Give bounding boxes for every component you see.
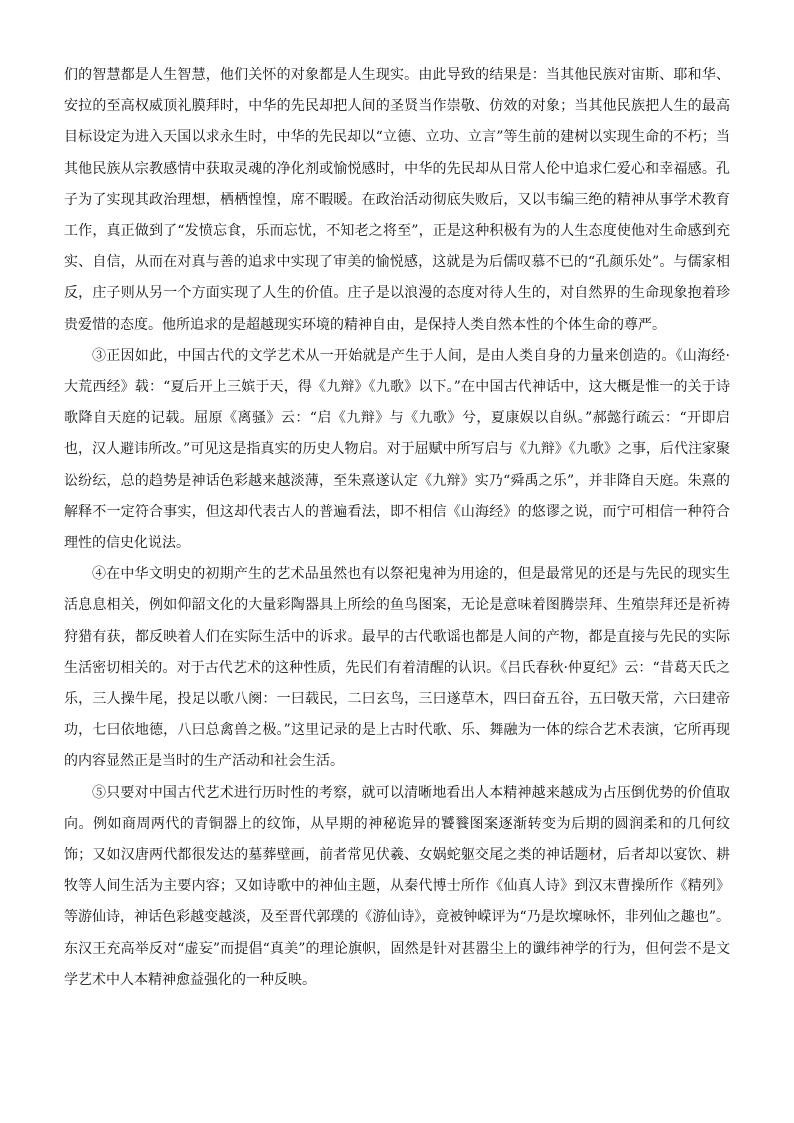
paragraph-3: ③正因如此，中国古代的文学艺术从一开始就是产生于人间，是由人类自身的力量来创造的。《山海经·大荒西经》载：“夏后开上三嫔于天，得《九辩》《九歌》以下。”在中国古代神话中，这大概是惟一的关于诗歌降自天庭的记载。屈原《离骚》云：“启《九辩》与《九歌》兮，夏康娱以自纵。”郝懿行疏云：“开即启也，汉人避讳所改。”可见这是指真实的历史人物启。对于屈赋中所写启与《九辩》《九歌》之事，后代注家聚讼纷纭，总的趋势是神话色彩越来越淡薄，至朱熹遂认定《九辩》实乃“舜禹之乐”，并非降自天庭。朱熹的解释不一定符合事实，但这却代表古人的普遍看法，即不相信《山海经》的悠谬之说，而宁可相信一种符合理性的信史化说法。 (64, 347, 730, 552)
paragraph-1: 们的智慧都是人生智慧，他们关怀的对象都是人生现实。由此导致的结果是：当其他民族对宙斯、耶和华、安拉的至高权威顶礼膜拜时，中华的先民却把人间的圣贤当作崇敬、仿效的对象；当其他民族把人生的最高目标设定为进入天国以求永生时，中华的先民却以“立德、立功、立言”等生前的建树以实现生命的不朽；当其他民族从宗教感情中获取灵魂的净化剂或愉悦感时，中华的先民却从日常人伦中追求仁爱心和幸福感。孔子为了实现其政治理想，栖栖惶惶，席不暇暖。在政治活动彻底失败后，又以韦编三绝的精神从事学术教育工作，真正做到了“发愤忘食，乐而忘忧，不知老之将至”，正是这种积极有为的人生态度使他对生命感到充实、自信，从而在对真与善的追求中实现了审美的愉悦感，这就是为后儒叹慕不已的“孔颜乐处”。与儒家相反，庄子则从另一个方面实现了人生的价值。庄子是以浪漫的态度对待人生的，对自然界的生命现象抱着珍贵爱惜的态度。他所追求的是超越现实环境的精神自由，是保持人类自然本性的个体生命的尊严。 (64, 67, 730, 333)
paragraph-5: ⑤只要对中国古代艺术进行历时性的考察，就可以清晰地看出人本精神越来越成为占压倒优势的价值取向。例如商周两代的青铜器上的纹饰，从早期的神秘诡异的饕餮图案逐渐转变为后期的圆润柔和的几何纹饰；又如汉唐两代都很发达的墓葬壁画，前者常见伏羲、女娲蛇躯交尾之类的神话题材，后者却以宴饮、耕牧等人间生活为主要内容；又如诗歌中的神仙主题，从秦代博士所作《仙真人诗》到汉末曹操所作《精列》等游仙诗，神话色彩越变越淡，及至晋代郭璞的《游仙诗》，竟被钟嵘评为“乃是坎壈咏怀，非列仙之趣也”。东汉王充高举反对“虚妄”而提倡“真美”的理论旗帜，固然是针对甚嚣尘上的谶纬神学的行为，但何尝不是文学艺术中人本精神愈益强化的一种反映。 (64, 784, 730, 988)
paragraph-4: ④在中华文明史的初期产生的艺术品虽然也有以祭祀鬼神为用途的，但是最常见的还是与先民的现实生活息息相关，例如仰韶文化的大量彩陶器具上所绘的鱼鸟图案，无论是意味着图腾崇拜、生殖崇拜还是祈祷狩猎有获，都反映着人们在实际生活中的诉求。最早的古代歌谣也都是人间的产物，都是直接与先民的实际生活密切相关的。对于古代艺术的这种性质，先民们有着清醒的认识。《吕氏春秋·仲夏纪》云：“昔葛天氏之乐，三人操牛尾，投足以歌八阕：一曰载民，二曰玄鸟，三曰遂草木，四曰奋五谷，五曰敬天常，六曰建帝功，七曰依地德，八曰总禽兽之极。”这里记录的是上古时代歌、乐、舞融为一体的综合艺术表演，它所再现的内容显然正是当时的生产活动和社会生活。 (64, 566, 730, 770)
document-page (64, 60, 730, 996)
